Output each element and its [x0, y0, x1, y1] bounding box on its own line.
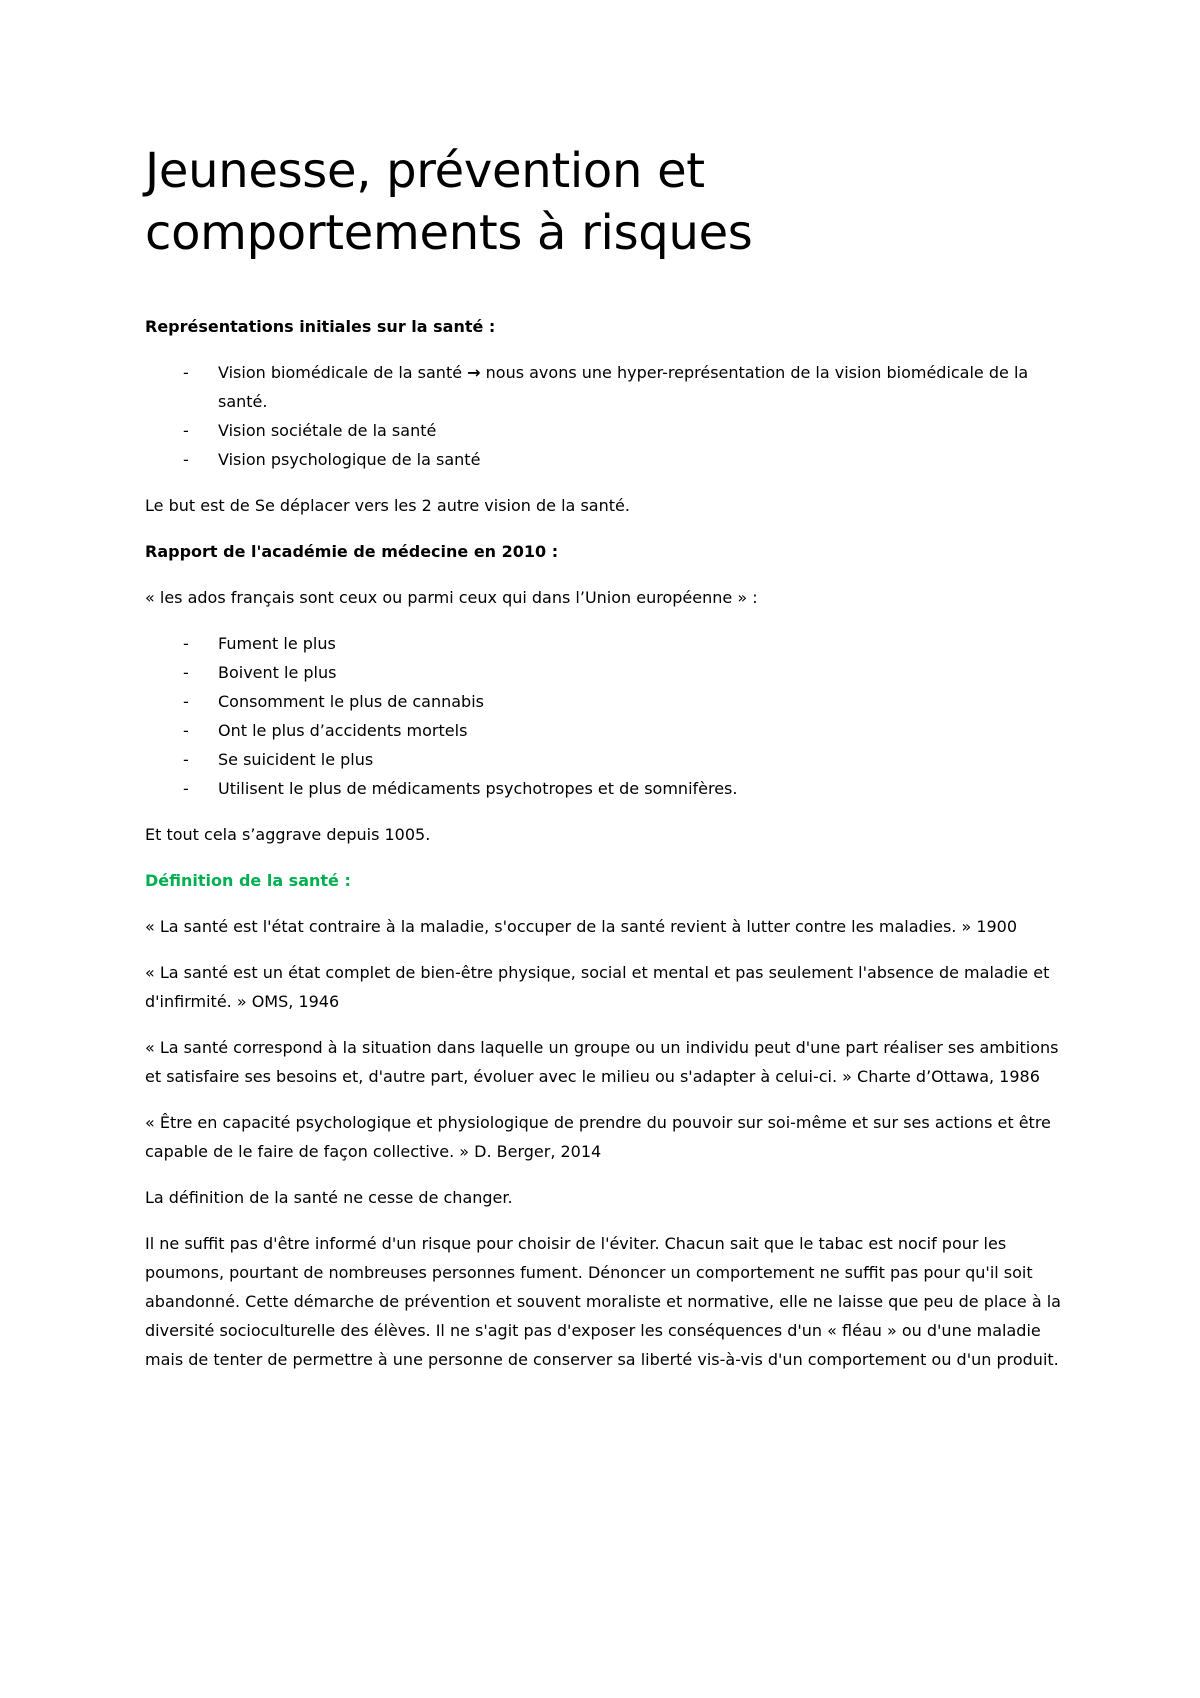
arrow-right-icon: →: [467, 363, 481, 382]
dash-bullet: -: [183, 721, 189, 740]
definition-quote-1900: « La santé est l'état contraire à la maladie, s'occuper de la santé revient à lutter contre les maladies. » 1900: [145, 917, 1018, 936]
list-item: [145, 745, 1075, 774]
list-item: [145, 716, 1075, 745]
section-heading-rapport: Rapport de l'académie de médecine en 2010 :: [145, 542, 559, 561]
dash-bullet: -: [183, 692, 189, 711]
list-item-text: Vision sociétale de la santé: [218, 421, 437, 440]
definition-statement: La définition de la santé ne cesse de changer.: [145, 1188, 513, 1207]
list-item: [145, 658, 1075, 687]
list-item: [145, 687, 1075, 716]
list-item: [145, 774, 1075, 803]
dash-bullet: -: [183, 634, 189, 653]
list-item-text: Consomment le plus de cannabis: [218, 692, 484, 711]
title-line-1: Jeunesse, prévention et: [145, 143, 705, 199]
dash-bullet: -: [183, 663, 189, 682]
list-item-text: Fument le plus: [218, 634, 336, 653]
rapport-conclusion: Et tout cela s’aggrave depuis 1005.: [145, 825, 431, 844]
document-body: [145, 312, 1075, 1374]
dash-bullet: -: [183, 750, 189, 769]
rapport-intro: « les ados français sont ceux ou parmi ceux qui dans l’Union européenne » :: [145, 588, 758, 607]
list-item-text: Vision biomédicale de la santé: [218, 363, 468, 382]
list-item: [145, 629, 1075, 658]
title-line-2: comportements à risques: [145, 205, 753, 261]
list-item-text: Boivent le plus: [218, 663, 337, 682]
list-item: [145, 445, 1075, 474]
list-item: [145, 358, 1075, 416]
dash-bullet: -: [183, 363, 189, 382]
document-title: [145, 140, 1075, 264]
dash-bullet: -: [183, 779, 189, 798]
list-item-text: Vision psychologique de la santé: [218, 450, 481, 469]
dash-bullet: -: [183, 421, 189, 440]
list-item-text: Ont le plus d’accidents mortels: [218, 721, 468, 740]
list-item-text: Utilisent le plus de médicaments psychotropes et de somnifères.: [218, 779, 738, 798]
prevention-paragraph: Il ne suffit pas d'être informé d'un risque pour choisir de l'éviter. Chacun sait que le tabac est nocif pour les poumons, pourtant de nombreuses personnes fument. Dénoncer un comportement ne suffit pas pour qu'il soit abandonné. Cette démarche de prévention et souvent moraliste et normative, elle ne laisse que peu de place à la diversité socioculturelle des élèves. Il ne s'agit pas d'exposer les conséquences d'un « fléau » ou d'une maladie mais de tenter de permettre à une personne de conserver sa liberté vis-à-vis d'un comportement ou d'un produit.: [145, 1234, 1061, 1369]
document-page: [145, 140, 1075, 1391]
list-item-text-continued: nous avons une hyper-représentation de la vision biomédicale de la santé.: [218, 363, 1029, 411]
representations-list: [145, 358, 1075, 474]
section-heading-definition: Définition de la santé :: [145, 871, 351, 890]
rapport-list: [145, 629, 1075, 803]
definition-quote-berger: « Être en capacité psychologique et physiologique de prendre du pouvoir sur soi-même et sur ses actions et être capable de le faire de façon collective. » D. Berger, 2014: [145, 1113, 1051, 1161]
section-heading-representations: Représentations initiales sur la santé :: [145, 317, 496, 336]
definition-quote-oms: « La santé est un état complet de bien-être physique, social et mental et pas seulement l'absence de maladie et d'infirmité. » OMS, 1946: [145, 963, 1050, 1011]
dash-bullet: -: [183, 450, 189, 469]
list-item: [145, 416, 1075, 445]
section-conclusion: Le but est de Se déplacer vers les 2 autre vision de la santé.: [145, 496, 630, 515]
list-item-text: Se suicident le plus: [218, 750, 374, 769]
definition-quote-ottawa: « La santé correspond à la situation dans laquelle un groupe ou un individu peut d'une part réaliser ses ambitions et satisfaire ses besoins et, d'autre part, évoluer avec le milieu ou s'adapter à celui-ci. » Charte d’Ottawa, 1986: [145, 1038, 1059, 1086]
